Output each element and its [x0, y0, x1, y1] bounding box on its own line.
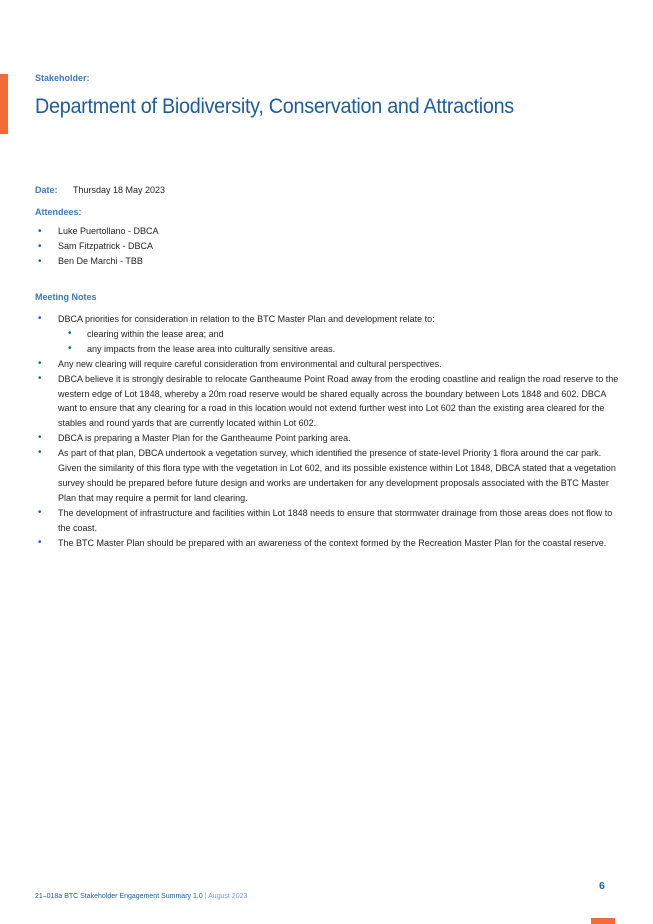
sub-notes-container	[35, 327, 623, 357]
sub-note-item: • any impacts from the lease area into culturally sensitive areas.	[35, 342, 623, 357]
sub-notes-list	[35, 327, 623, 357]
meeting-notes-label: Meeting Notes	[35, 292, 97, 302]
attendees-list	[35, 224, 625, 269]
attendee-item: • Sam Fitzpatrick - DBCA	[35, 239, 625, 254]
accent-bar	[0, 74, 8, 134]
attendee-item: • Ben De Marchi - TBB	[35, 254, 625, 269]
note-item: • The BTC Master Plan should be prepared with an awareness of the context formed by the Recreation Master Plan for the coastal reserve.	[35, 536, 623, 551]
attendees-label: Attendees:	[35, 207, 82, 217]
footer-date: August 2023	[208, 893, 248, 900]
stakeholder-label: Stakeholder:	[35, 73, 90, 83]
footer-doc-title: 21–018a BTC Stakeholder Engagement Summary 1.0	[35, 893, 203, 900]
footer-separator: |	[204, 893, 207, 900]
footer-doc-info	[35, 893, 247, 900]
note-item: • DBCA believe it is strongly desirable to relocate Gantheaume Point Road away from the eroding coastline and realign the road reserve to the western edge of Lot 1848, whereby a 20m road reserve would be shared equally across the boundary between Lots 1848 and 602. DBCA want to ensure that any clearing for a road in this location would not extend further west into Lot 602 than the existing area cleared for the stables and round yards that are currently located within Lot 602.	[35, 372, 623, 432]
note-item: • As part of that plan, DBCA undertook a vegetation survey, which identified the presence of state-level Priority 1 flora around the car park. Given the similarity of this flora type with the vegetation in Lot 602, and its possible existence within Lot 1848, DBCA stated that a vegetation survey should be prepared before future design and works are undertaken for any development proposals associated with the BTC Master Plan that may require a permit for land clearing.	[35, 446, 623, 506]
note-item: • Any new clearing will require careful consideration from environmental and cultural perspectives.	[35, 357, 623, 372]
date-value: Thursday 18 May 2023	[73, 185, 166, 195]
corner-accent-bar	[591, 918, 615, 924]
date-label: Date:	[35, 185, 58, 195]
meeting-notes-list	[35, 312, 623, 551]
sub-note-item: • clearing within the lease area; and	[35, 327, 623, 342]
page-number: 6	[599, 880, 605, 892]
note-item	[35, 312, 623, 327]
note-item: • DBCA is preparing a Master Plan for the Gantheaume Point parking area.	[35, 431, 623, 446]
attendee-item: • Luke Puertollano - DBCA	[35, 224, 625, 239]
date-row	[35, 185, 165, 195]
page-title: Department of Biodiversity, Conservation and Attractions	[35, 94, 514, 118]
note-item: • The development of infrastructure and facilities within Lot 1848 needs to ensure that stormwater drainage from those areas does not flow to the coast.	[35, 506, 623, 536]
note-text: DBCA priorities for consideration in relation to the BTC Master Plan and development relate to:	[58, 314, 435, 324]
